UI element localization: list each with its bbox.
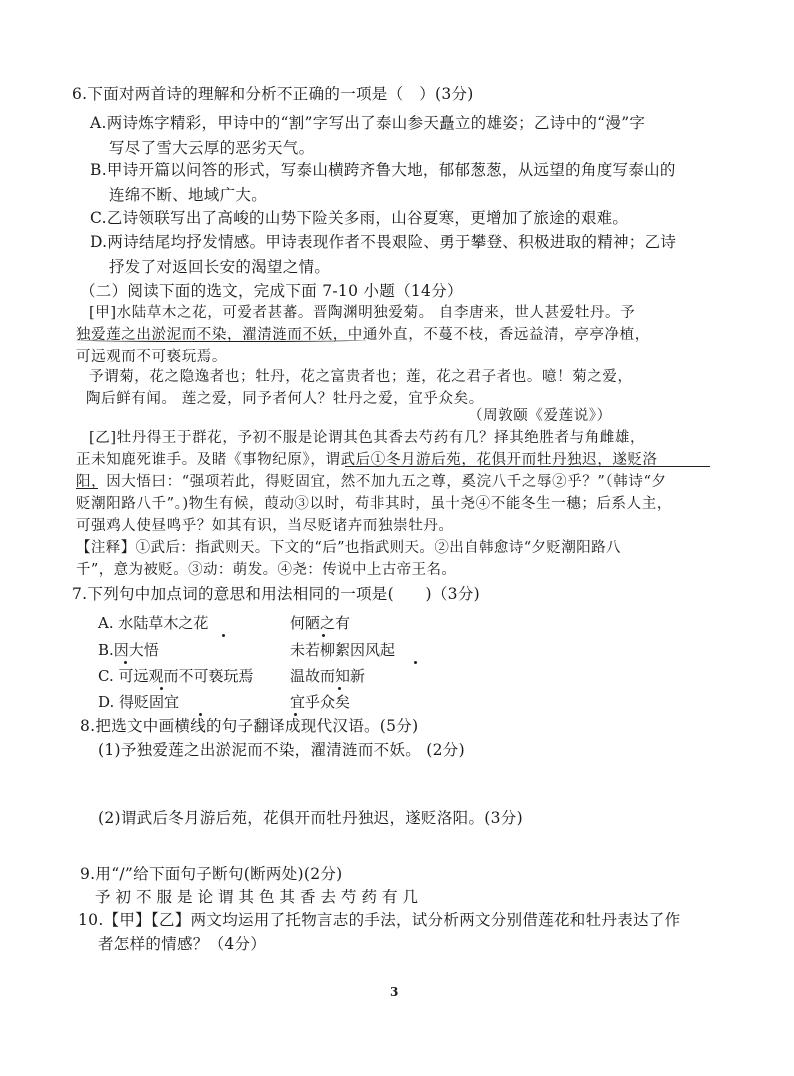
q7-option-c-left: C. 可远观而不可亵玩焉 — [98, 667, 254, 685]
q6-option-b-line2: 连绵不断、地域广大。 — [109, 186, 268, 204]
emphasis-dot — [160, 687, 163, 690]
emphasis-dot — [338, 687, 341, 690]
q6-option-c: C.乙诗领联写出了高峻的山势下险关多雨，山谷夏寒，更增加了旅途的艰难。 — [90, 209, 629, 227]
yi-underline-2 — [76, 488, 98, 489]
yi-line-1: [乙]牡丹得王于群花，予初不服是论谓其色其香去芍药有几？择其绝胜者与角雌雄， — [89, 430, 646, 446]
yi-line-2: 正未知鹿死谁手。及睹《事物纪原》，谓武后①冬月游后苑，花俱开而牡丹独迟，遂贬洛 — [76, 452, 658, 468]
q7-option-d-right: 宜乎众矣 — [290, 693, 351, 711]
q7-option-b-left: B.因大悟 — [98, 641, 159, 659]
q9-stem: 9.用“/”给下面句子断句(断两处)(2分) — [80, 865, 343, 883]
jia-line-1: [甲]水陆草木之花，可爱者甚蕃。晋陶渊明独爱菊。 自李唐来，世人甚爱牡丹。予 — [89, 305, 636, 321]
q8-sentence-2: (2)谓武后冬月游后苑，花俱开而牡丹独迟，遂贬洛阳。(3分) — [98, 809, 523, 827]
q7-option-c-right: 温故而知新 — [290, 667, 366, 685]
notes-line-1: 【注释】①武后：指武则天。下文的“后”也指武则天。②出自韩愈诗“夕贬潮阳路八 — [76, 540, 621, 556]
jia-line-3: 可远观而不可亵玩焉。 — [76, 349, 227, 365]
yi-underline-1 — [345, 466, 710, 467]
q10-line-1: 10.【甲】【乙】两文均运用了托物言志的手法，试分析两文分别借莲花和牡丹表达了作 — [78, 911, 681, 929]
yi-line-3: 阳，因大悟曰：“强项若此，得贬固宜，然不加九五之尊，奚浣八千之辱②乎？”（韩诗“夕 — [76, 474, 667, 490]
q7-option-b-right: 未若柳絮因风起 — [290, 641, 396, 659]
q7-option-d-left: D. 得贬固宜 — [98, 693, 180, 711]
section2-heading: （二）阅读下面的选文，完成下面 7-10 小题（14分） — [80, 282, 463, 300]
yi-line-4: 贬潮阳路八千”。)物生有候，葭动③以时，苟非其时，虽十尧④不能冬生一穗；后系人主， — [76, 496, 672, 512]
jia-line-2: 独爱莲之出淤泥而不染，濯清涟而不妖，中通外直，不蔓不枝，香远益清，亭亭净植， — [76, 327, 650, 343]
q7-option-a-left: A. 水陆草木之花 — [98, 614, 209, 632]
jia-source: （周敦颐《爱莲说》） — [468, 408, 612, 424]
emphasis-dot — [322, 634, 325, 637]
jia-line-4: 予谓菊，花之隐逸者也；牡丹，花之富贵者也；莲，花之君子者也。噫！菊之爱， — [89, 369, 633, 385]
q7-stem: 7.下列句中加点词的意思和用法相同的一项是( )（3分) — [72, 585, 480, 603]
notes-line-2: 千”，意为被贬。③动：萌发。④尧：传说中上古帝王名。 — [76, 562, 457, 578]
q10-line-2: 者怎样的情感？（4分） — [98, 935, 267, 953]
q7-option-a-right: 何陋之有 — [290, 614, 351, 632]
q6-option-b-line1: B.甲诗开篇以问答的形式，写泰山横跨齐鲁大地，郁郁葱葱，从远望的角度写泰山的 — [90, 161, 676, 179]
q8-stem: 8.把选文中画横线的句子翻译成现代汉语。(5分) — [80, 717, 419, 735]
jia-line-5: 陶后鲜有闻。 莲之爱，同予者何人？牡丹之爱，宜乎众矣。 — [86, 391, 484, 407]
emphasis-dot — [414, 661, 417, 664]
q8-sentence-1: (1)予独爱莲之出淤泥而不染，濯清涟而不妖。 (2分) — [98, 741, 465, 759]
emphasis-dot — [222, 634, 225, 637]
page-number: 3 — [390, 985, 399, 999]
q6-stem: 6.下面对两首诗的理解和分析不正确的一项是（ ）(3分) — [72, 85, 474, 103]
emphasis-dot — [124, 661, 127, 664]
q6-option-a-line1: A.两诗炼字精彩，甲诗中的“割”字写出了泰山参天矗立的雄姿；乙诗中的“漫”字 — [90, 114, 646, 132]
q9-sentence: 予初不服是论谓其色其香去芍药有几 — [95, 888, 424, 906]
q6-option-a-line2: 写尽了雪大云厚的恶劣天气。 — [109, 139, 315, 157]
jia-underline — [76, 337, 366, 342]
q6-option-d-line2: 抒发了对返回长安的渴望之情。 — [109, 258, 331, 276]
q6-option-d-line1: D.两诗结尾均抒发情感。甲诗表现作者不畏艰险、勇于攀登、积极进取的精神；乙诗 — [90, 233, 677, 251]
yi-line-5: 可强鸡人使昼鸣乎？如其有识，当尽贬诸卉而独崇牡丹。 — [76, 518, 454, 534]
